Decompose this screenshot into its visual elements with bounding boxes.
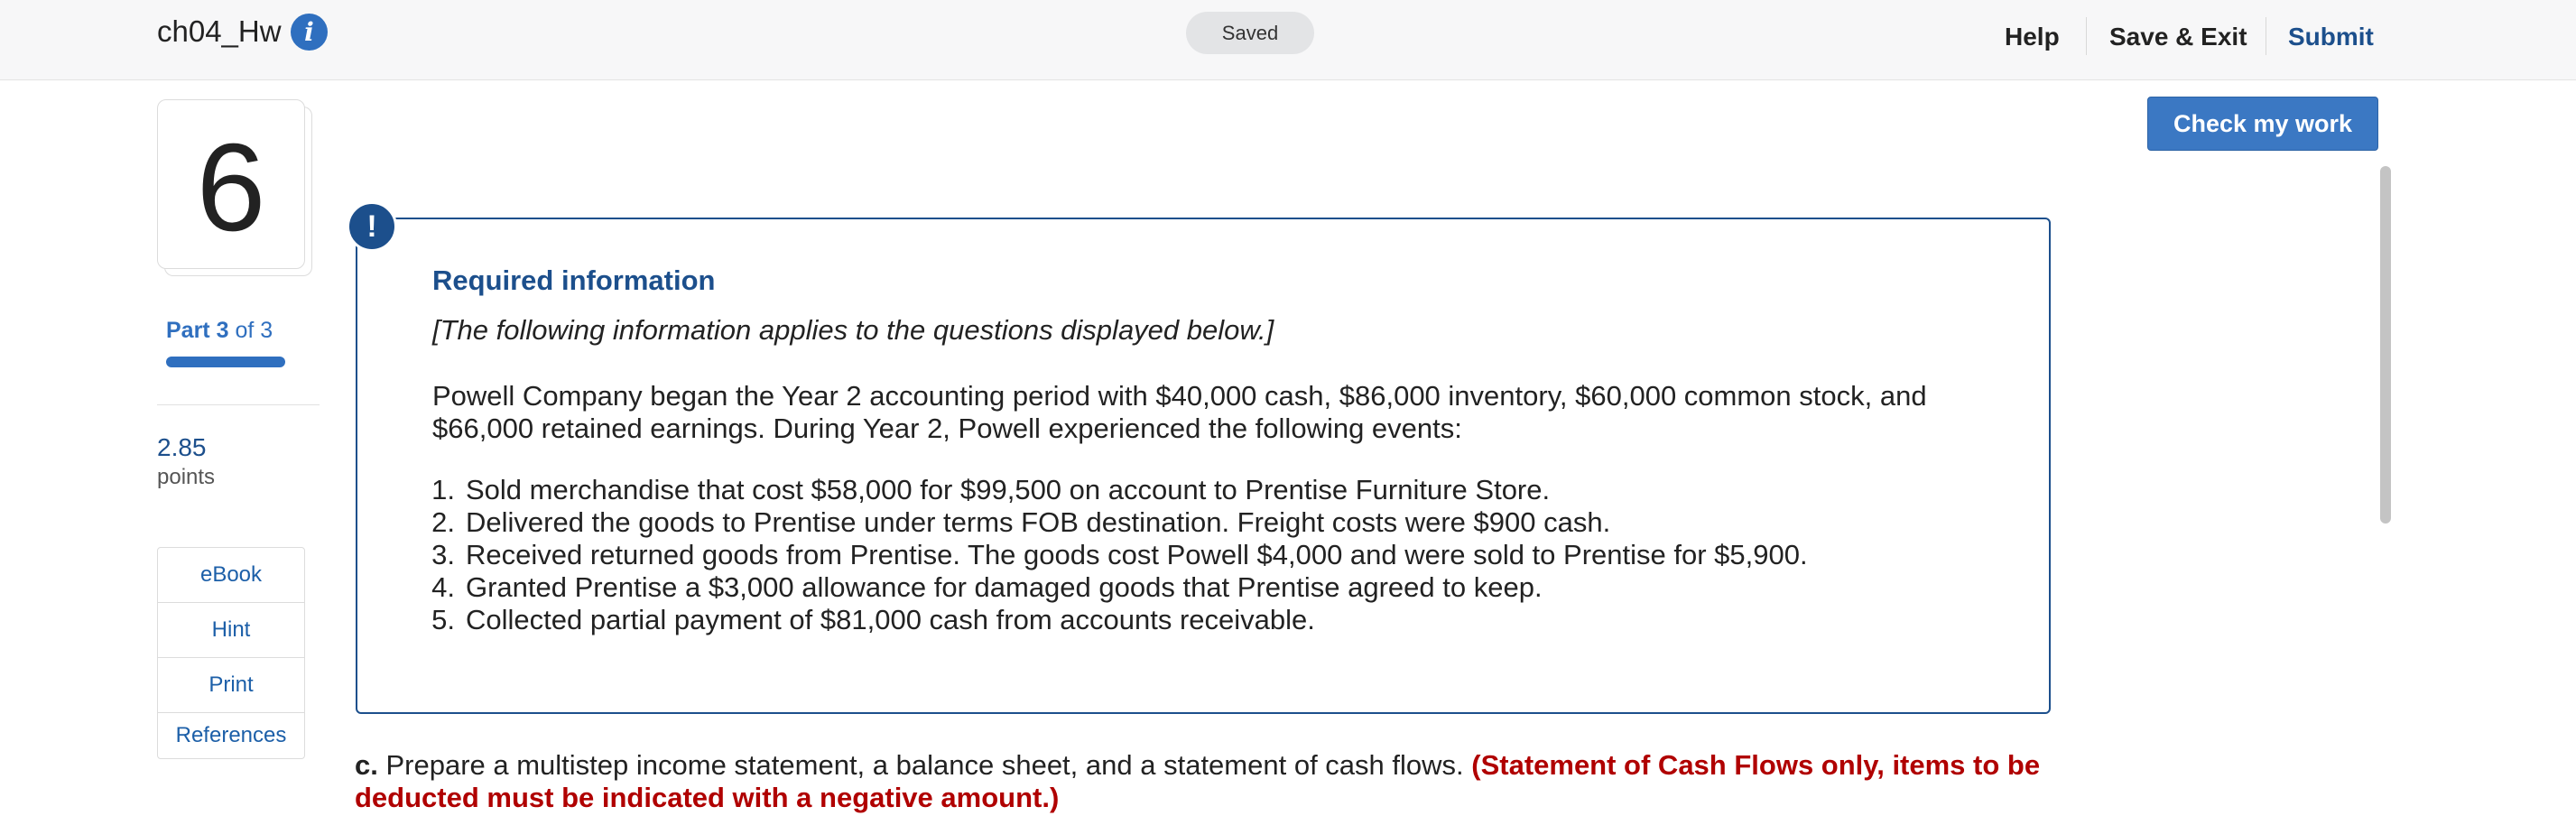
check-my-work-button[interactable]: Check my work	[2147, 97, 2378, 151]
list-item-number: 2.	[431, 506, 455, 538]
assignment-title: ch04_Hw	[157, 14, 282, 48]
required-information-title: Required information	[432, 264, 716, 296]
company-description: Powell Company began the Year 2 accounting period with $40,000 cash, $86,000 inventory, $60,000 common stock, and $66,000 retained earnings. During Year 2, Powell experienced the following events:	[432, 380, 1927, 444]
part-indicator	[166, 318, 273, 344]
question-number-card	[157, 99, 305, 269]
required-information-note: [The following information applies to the questions displayed below.]	[432, 314, 1274, 346]
list-item-text: Delivered the goods to Prentise under terms FOB destination. Freight costs were $900 cash.	[466, 506, 1611, 538]
scrollbar-thumb[interactable]	[2380, 166, 2391, 524]
print-button[interactable]: Print	[158, 658, 304, 713]
submit-link[interactable]: Submit	[2288, 23, 2374, 51]
hint-button[interactable]: Hint	[158, 603, 304, 658]
part-total: of 3	[235, 318, 273, 343]
list-item	[424, 571, 1808, 604]
list-item	[424, 539, 1808, 571]
list-item-number: 1.	[431, 474, 455, 505]
question-prompt	[355, 749, 2061, 814]
list-item-text: Granted Prentise a $3,000 allowance for damaged goods that Prentise agreed to keep.	[466, 571, 1543, 603]
question-text: Prepare a multistep income statement, a balance sheet, and a statement of cash flows.	[377, 749, 1472, 781]
list-item-number: 3.	[431, 539, 455, 570]
question-instruction: (Statement of Cash Flows only, items to be deducted must be indicated with a negative amount.)	[355, 749, 2041, 813]
ebook-button[interactable]: eBook	[158, 548, 304, 603]
question-letter: c.	[355, 749, 378, 781]
points-label: points	[157, 465, 216, 489]
save-exit-link[interactable]: Save & Exit	[2109, 23, 2247, 51]
alert-icon: !	[347, 201, 397, 252]
rail-divider	[157, 404, 320, 405]
list-item	[424, 506, 1808, 539]
points-value: 2.85	[157, 433, 207, 461]
saved-status-badge: Saved	[1186, 12, 1314, 54]
question-number: 6	[196, 118, 266, 257]
help-link[interactable]: Help	[2005, 23, 2060, 51]
events-list	[424, 474, 1808, 636]
part-current: Part 3	[166, 318, 229, 343]
list-item-text: Collected partial payment of $81,000 cash from accounts receivable.	[466, 604, 1315, 635]
list-item	[424, 604, 1808, 636]
info-icon[interactable]: i	[291, 14, 328, 51]
top-header	[0, 0, 2576, 80]
tools-panel	[157, 547, 305, 759]
part-progress-bar	[166, 357, 285, 367]
list-item	[424, 474, 1808, 506]
list-item-text: Received returned goods from Prentise. The goods cost Powell $4,000 and were sold to Prentise for $5,900.	[466, 539, 1808, 570]
list-item-number: 5.	[431, 604, 455, 635]
header-divider	[2086, 17, 2087, 55]
list-item-number: 4.	[431, 571, 455, 603]
references-button[interactable]: References	[175, 723, 287, 747]
list-item-text: Sold merchandise that cost $58,000 for $99,500 on account to Prentise Furniture Store.	[466, 474, 1551, 505]
